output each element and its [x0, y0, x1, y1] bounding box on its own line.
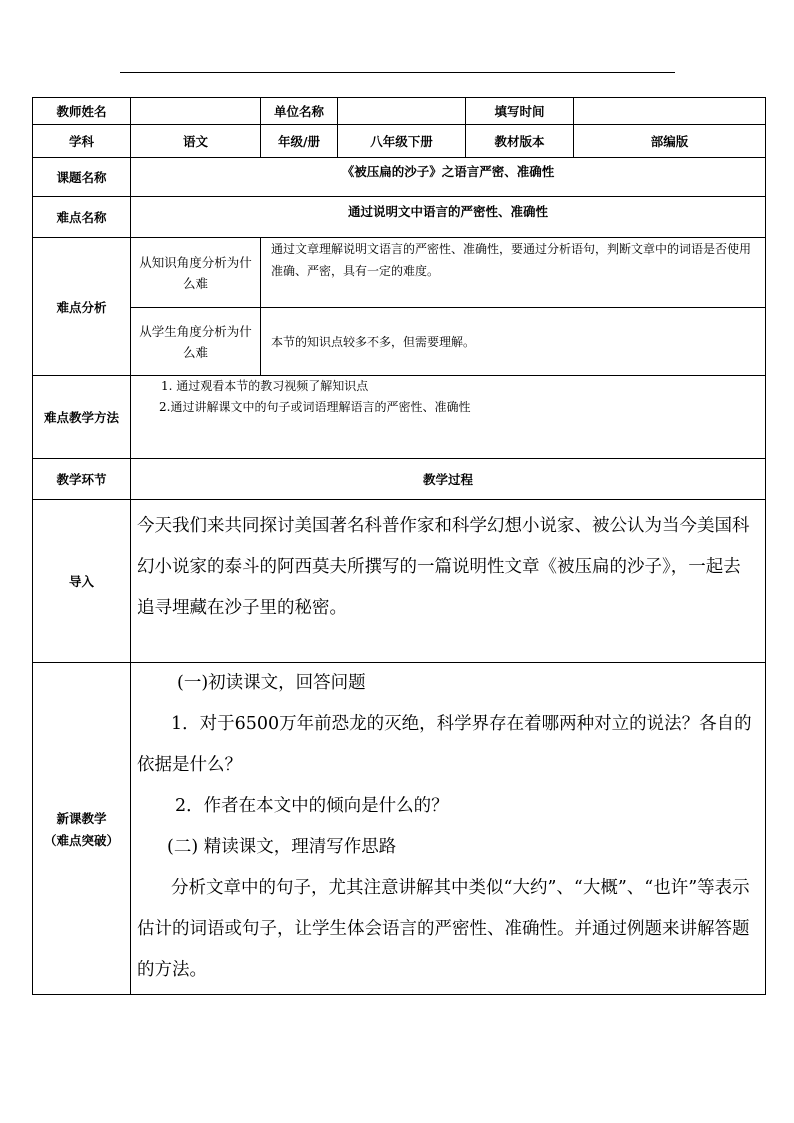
new-lesson-p4: (二) 精读课文，理清写作思路 — [167, 837, 397, 857]
new-lesson-p3: 2．作者在本文中的倾向是什么的？ — [175, 796, 449, 816]
process-header: 教学过程 — [131, 459, 766, 500]
method-line-1: 1. 通过观看本节的教习视频了解知识点 — [161, 379, 369, 393]
fill-time-value — [574, 98, 766, 125]
lesson-plan-table — [32, 97, 766, 995]
topic-value: 《被压扁的沙子》之语言严密、准确性 — [131, 158, 766, 197]
difficulty-value: 通过说明文中语言的严密性、准确性 — [131, 197, 766, 238]
new-lesson-sublabel: （难点突破） — [43, 832, 119, 848]
grade-value: 八年级下册 — [338, 125, 466, 158]
intro-text: 今天我们来共同探讨美国著名科普作家和科学幻想小说家、被公认为当今美国科幻小说家的泰斗的阿西莫夫所撰写的一篇说明性文章《被压扁的沙子》，一起去追寻埋藏在沙子里的秘密。 — [131, 500, 766, 663]
teacher-name-label: 教师姓名 — [33, 98, 131, 125]
topic-label: 课题名称 — [33, 158, 131, 197]
method-line-2: 2.通过讲解课文中的句子或词语理解语言的严密性、准确性 — [159, 400, 471, 414]
knowledge-angle-label: 从知识角度分析为什么难 — [131, 238, 261, 308]
new-lesson-p2: 1．对于6500万年前恐龙的灭绝，科学界存在着哪两种对立的说法？各自的依据是什么？ — [137, 714, 752, 775]
stage-header: 教学环节 — [33, 459, 131, 500]
difficulty-label: 难点名称 — [33, 197, 131, 238]
unit-name-label: 单位名称 — [261, 98, 338, 125]
subject-value: 语文 — [131, 125, 261, 158]
student-angle-text: 本节的知识点较多不多，但需要理解。 — [261, 308, 766, 376]
student-angle-label: 从学生角度分析为什么难 — [131, 308, 261, 376]
unit-name-value — [338, 98, 466, 125]
subject-label: 学科 — [33, 125, 131, 158]
new-lesson-p1: (一)初读课文，回答问题 — [177, 673, 366, 693]
edition-label: 教材版本 — [466, 125, 574, 158]
new-lesson-label-cell — [33, 663, 131, 995]
fill-time-label: 填写时间 — [466, 98, 574, 125]
knowledge-angle-text: 通过文章理解说明文语言的严密性、准确性，要通过分析语句，判断文章中的词语是否使用准确、严密，具有一定的难度。 — [261, 238, 766, 308]
method-content — [131, 376, 766, 459]
intro-label: 导入 — [33, 500, 131, 663]
new-lesson-label: 新课教学 — [56, 810, 107, 826]
new-lesson-p5: 分析文章中的句子，尤其注意讲解其中类似“大约”、“大概”、“也许”等表示估计的词语或句子，让学生体会语言的严密性、准确性。并通过例题来讲解答题的方法。 — [137, 878, 750, 980]
edition-value: 部编版 — [574, 125, 766, 158]
grade-label: 年级/册 — [261, 125, 338, 158]
teacher-name-value — [131, 98, 261, 125]
new-lesson-content — [131, 663, 766, 995]
analysis-label: 难点分析 — [33, 238, 131, 376]
method-label: 难点教学方法 — [33, 376, 131, 459]
header-rule — [120, 72, 675, 73]
